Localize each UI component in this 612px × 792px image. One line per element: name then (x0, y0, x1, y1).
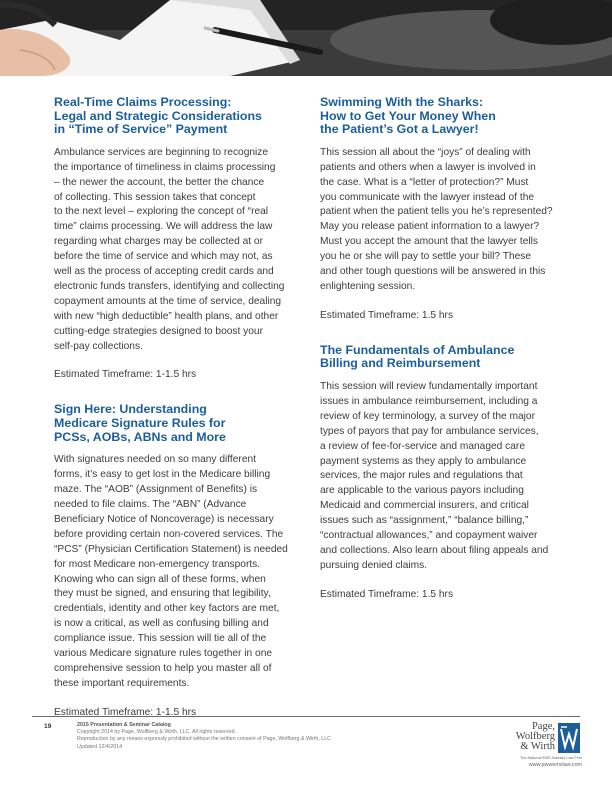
section-body (320, 380, 566, 574)
section-body (54, 146, 300, 355)
title-line: Sign Here: Understanding (54, 402, 207, 417)
body-line: With signatures needed on so many different (54, 454, 256, 466)
body-line: is now a critical, as well as confusing billing and (54, 618, 269, 630)
body-line: Must you accept the amount that the lawyer tells (320, 236, 539, 248)
estimated-timeframe: Estimated Timeframe: 1-1.5 hrs (54, 706, 197, 718)
body-line: these important requirements. (54, 677, 190, 689)
body-line: This session all about the “joys” of dealing with (320, 146, 531, 158)
body-line: maze. The “AOB” (Assignment of Benefits) is (54, 484, 258, 496)
left-column (54, 96, 300, 741)
logo-tagline: The National EMS Industry Law Firm (519, 756, 582, 760)
body-line: with new “high deductible” health plans, and other (54, 310, 279, 322)
title-line: the Patient’s Got a Lawyer! (320, 122, 479, 137)
body-line: time” claims processing. We will address the law (54, 221, 273, 233)
body-line: Ambulance services are beginning to recognize (54, 146, 269, 158)
body-line: types of payors that pay for ambulance services, (320, 425, 539, 437)
section-title (320, 96, 566, 137)
body-line: and collections. Also learn about filing appeals and (320, 545, 549, 556)
body-line: self-pay collections. (54, 340, 143, 352)
body-line: Knowing who can sign all of these forms, when (54, 573, 266, 585)
title-line: Billing and Reimbursement (320, 356, 481, 371)
body-line: pursuing denied claims. (320, 559, 428, 571)
body-line: patients and others when a lawyer is involved in (320, 161, 536, 173)
body-line: cutting-edge strategies designed to boost your (54, 325, 263, 337)
body-line: electronic funds transfers, identifying and collecting (54, 280, 285, 292)
section-title (320, 344, 566, 371)
body-line: before providing certain non-covered services. The (54, 528, 284, 540)
body-line: you communicate with the lawyer instead of the (320, 191, 535, 203)
body-line: services, the major rules and regulations that (320, 470, 523, 482)
title-line: How to Get Your Money When (320, 108, 496, 123)
firm-logo (502, 722, 592, 772)
catalog-title: 2015 Presentation & Seminar Catalog (77, 722, 171, 728)
body-line: This session will review fundamentally important (320, 381, 538, 393)
body-line: payment systems as they apply to ambulance (320, 455, 527, 467)
body-line: May you release patient information to a lawyer? (320, 221, 540, 233)
body-line: well as the process of accepting credit cards and (54, 266, 274, 278)
body-line: before the time of service and which may not, as (54, 251, 273, 263)
body-line: enlightening session. (320, 280, 416, 292)
reproduction-notice: Reproduction by any means expressly prohibited without the written consent of Page, Wolfberg & Wirth, LLC (77, 736, 331, 743)
estimated-timeframe: Estimated Timeframe: 1.5 hrs (320, 588, 454, 600)
title-line: Medicare Signature Rules for (54, 416, 226, 431)
body-line: the case. What is a “letter of protection?” Must (320, 176, 529, 188)
session-swimming-with-sharks (320, 96, 566, 322)
logo-wordmark (502, 722, 555, 752)
section-title (54, 403, 300, 444)
section-title (54, 96, 300, 137)
body-line: credentials, identity and other key factors are met, (54, 603, 280, 615)
body-line: copayment amounts at the time of service, dealing (54, 295, 282, 307)
body-line: are applicable to the various payors including (320, 485, 524, 497)
title-line: Legal and Strategic Considerations (54, 108, 262, 123)
body-line: “PCS” (Physician Certification Statement) is needed (54, 543, 288, 555)
session-billing-fundamentals (320, 344, 566, 601)
body-line: – the newer the account, the better the chance (54, 176, 265, 188)
estimated-timeframe: Estimated Timeframe: 1-1.5 hrs (54, 369, 197, 381)
body-line: the importance of timeliness in claims processing (54, 161, 276, 173)
body-line: forms, it’s easy to get lost in the Medicare billing (54, 469, 271, 481)
body-line: compliance issue. This session will tie all of the (54, 633, 267, 645)
title-line: Real-Time Claims Processing: (54, 95, 232, 109)
section-body (320, 146, 566, 295)
title-line: PCSs, AOBs, ABNs and More (54, 429, 226, 444)
header-photo (0, 0, 612, 76)
body-line: issues in ambulance reimbursement, including a (320, 395, 538, 407)
body-line: you he or she will pay to settle your bill? These (320, 251, 532, 263)
body-line: review of key terminology, a survey of the major (320, 410, 535, 422)
body-line: to the next level – exploring the concept of “real (54, 206, 269, 218)
logo-line: & Wirth (520, 741, 555, 752)
body-line: of collecting. This session takes that concept (54, 191, 256, 203)
page-footer (32, 716, 582, 768)
session-realtime-claims (54, 96, 300, 381)
section-body (54, 453, 300, 692)
logo-line: Page, (531, 721, 555, 732)
body-line: needed to file claims. The “ABN” (Advance (54, 498, 247, 510)
estimated-timeframe: Estimated Timeframe: 1.5 hrs (320, 309, 454, 321)
footer-text (77, 722, 331, 751)
body-line: various Medicare signature rules together in one (54, 648, 273, 660)
body-line: Beneficiary Notice of Noncoverage) is necessary (54, 513, 274, 525)
body-line: for most Medicare non-emergency transports. (54, 558, 261, 570)
body-line: patient when the patient tells you he’s represented? (320, 206, 553, 218)
updated-date: Updated 12/4/2014 (77, 743, 123, 750)
session-signature-rules (54, 403, 300, 718)
body-line: “contractual allowances,” and copayment waiver (320, 530, 538, 542)
copyright-notice: Copyright 2014 by Page, Wolfberg & Wirth, LLC. All rights reserved. (77, 729, 236, 736)
page-number: 19 (44, 723, 52, 730)
body-line: they must be signed, and ensuring that legibility, (54, 588, 271, 600)
logo-mark-icon (558, 723, 580, 753)
body-line: and other tough questions will be answered in this (320, 266, 546, 278)
body-line: a review of fee-for-service and managed care (320, 440, 525, 452)
logo-line: Wolfberg (515, 731, 555, 742)
hand-with-pen-image (0, 0, 612, 76)
right-column (320, 96, 566, 623)
body-line: issues such as “assignment,” “balance billing,” (320, 515, 529, 527)
title-line: Swimming With the Sharks: (320, 95, 484, 109)
title-line: in “Time of Service” Payment (54, 122, 228, 137)
body-line: Medicaid and commercial insurers, and critical (320, 500, 529, 512)
title-line: The Fundamentals of Ambulance (320, 342, 515, 357)
website-link[interactable]: www.pwwemslaw.com (528, 762, 582, 768)
body-line: comprehensive session to help you master all of (54, 662, 272, 674)
body-line: regarding what charges may be collected at or (54, 236, 263, 248)
